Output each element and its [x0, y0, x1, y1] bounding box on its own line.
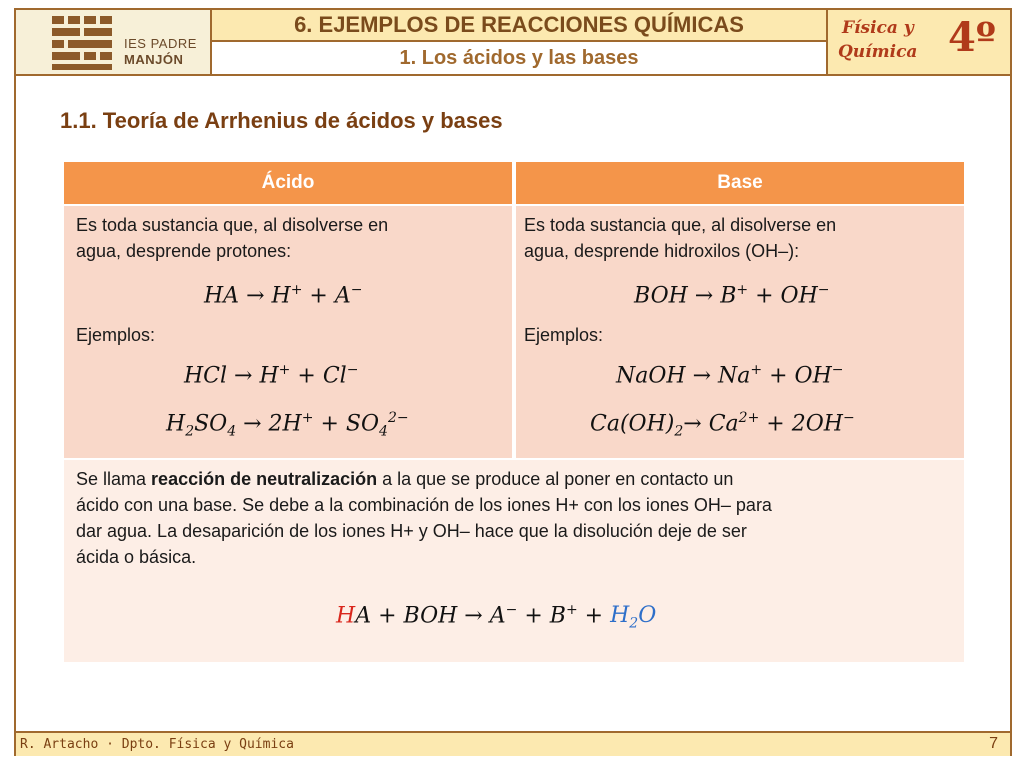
acid-definition-line1: Es toda sustancia que, al disolverse en — [76, 215, 389, 235]
neutralization-line2: ácido con una base. Se debe a la combinación de los iones H+ con los iones OH– para — [76, 495, 772, 515]
header-divider — [16, 74, 1010, 76]
school-logo — [16, 10, 210, 74]
neutralization-line3: dar agua. La desaparición de los iones H+ y OH– hace que la disolución deje de ser — [76, 521, 747, 541]
neutralization-line4: ácida o básica. — [76, 547, 197, 567]
logo-line1: IES PADRE — [124, 36, 197, 51]
neutralization-term: reacción de neutralización — [151, 469, 378, 489]
page-subtitle: 1. Los ácidos y las bases — [399, 47, 639, 69]
subject-line1: Física y — [842, 18, 914, 38]
subtitle-bar — [210, 42, 826, 74]
base-example-naoh: NaOH → Na+ + OH− — [616, 362, 844, 389]
base-definition-line2: agua, desprende hidroxilos (OH–): — [524, 241, 800, 261]
logo-line2: MANJÓN — [124, 52, 184, 67]
section-title: 1.1. Teoría de Arrhenius de ácidos y bases — [60, 108, 503, 133]
acid-definition-line2: agua, desprende protones: — [76, 241, 292, 261]
base-general-equation: BOH → B+ + OH− — [634, 282, 830, 309]
base-example-caoh2: $Ca(OH)_2\to Ca^{2+} + 2OH^-$ — [590, 410, 855, 440]
base-cell — [516, 206, 964, 458]
subject-line2: Química — [838, 42, 918, 62]
acid-cell — [64, 206, 512, 458]
subject-badge — [826, 10, 1010, 74]
acid-example-hcl: HCl → H+ + Cl− — [184, 362, 359, 389]
base-examples-label: Ejemplos: — [524, 325, 604, 345]
logo-grid-icon — [52, 16, 118, 70]
arrhenius-table — [64, 162, 964, 662]
acid-examples-label: Ejemplos: — [76, 325, 156, 345]
footer-bar — [16, 731, 1010, 756]
acid-example-h2so4: $H_2SO_4 \to 2H^+ + SO_4^{2-}$ — [166, 410, 409, 440]
acid-column-header: Ácido — [64, 162, 512, 204]
neutralization-equation: HA + BOH → $A^- + B^+ + H_2O$ — [336, 602, 657, 632]
acid-general-equation: HA → H+ + A− — [204, 282, 363, 309]
footer-author: R. Artacho · Dpto. Física y Química — [20, 737, 294, 752]
course-label: 4º — [948, 14, 996, 61]
title-bar — [210, 10, 826, 42]
base-definition-line1: Es toda sustancia que, al disolverse en — [524, 215, 837, 235]
neutralization-line1: Se llama reacción de neutralización a la que se produce al poner en contacto un — [76, 469, 734, 489]
page-number: 7 — [989, 735, 998, 752]
neutralization-cell — [64, 460, 964, 662]
page-title: 6. EJEMPLOS DE REACCIONES QUÍMICAS — [294, 12, 744, 37]
base-column-header: Base — [516, 162, 964, 204]
